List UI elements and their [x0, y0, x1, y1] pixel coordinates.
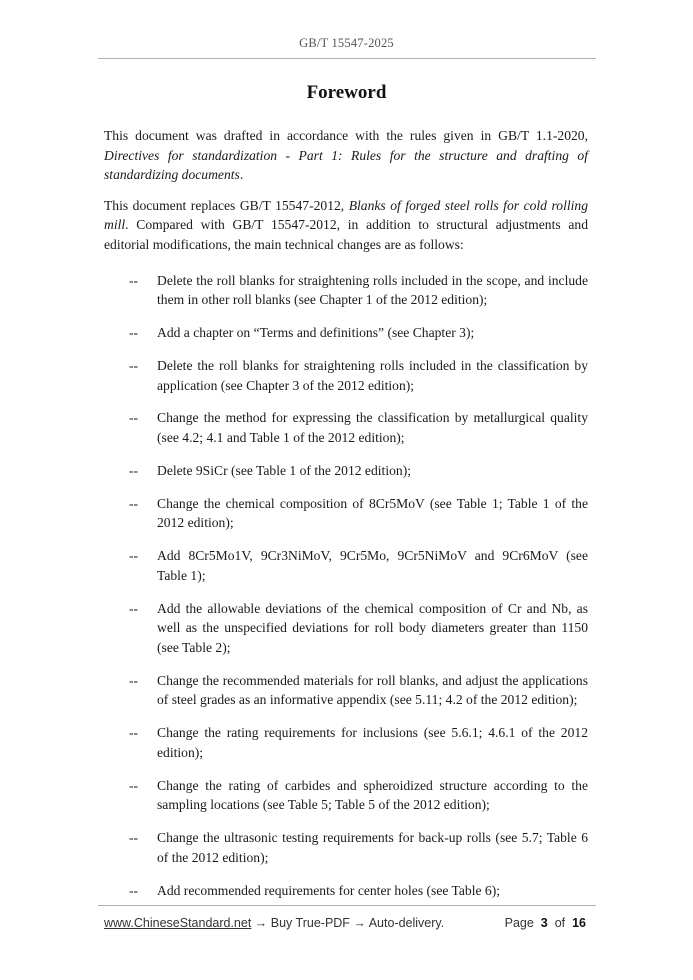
list-marker: --	[129, 462, 139, 478]
list-item	[104, 599, 588, 658]
page-indicator	[505, 916, 586, 930]
paragraph-text: .	[239, 167, 244, 183]
list-item-text: Add recommended requirements for center holes (see Table 6);	[157, 882, 501, 898]
total-pages: 16	[572, 916, 586, 930]
drafting-rules-paragraph	[104, 126, 588, 185]
list-item	[104, 776, 588, 815]
footer-promo	[104, 916, 444, 930]
list-item-text: Change the rating of carbides and spheroidized structure according to the sampling locations (see Table 5; Table 5 of the 2012 edition);	[157, 777, 588, 813]
list-marker: --	[129, 725, 139, 741]
technical-changes-list	[104, 271, 588, 901]
list-item	[104, 271, 588, 310]
list-item	[104, 546, 588, 585]
paragraph-text: . Compared with GB/T 15547-2012, in addition to structural adjustments and editorial modifications, the main technical changes are as follows:	[104, 217, 588, 252]
paragraph-text: This document was drafted in accordance with the rules given in GB/T 1.1-2020,	[104, 128, 588, 143]
footer-promo-text: → Buy True-PDF → Auto-delivery.	[251, 916, 445, 930]
document-body	[104, 126, 588, 914]
current-page-number: 3	[540, 916, 548, 930]
standard-code-header: GB/T 15547-2025	[299, 36, 394, 50]
list-marker: --	[129, 495, 139, 511]
list-marker: --	[129, 548, 139, 564]
list-item	[104, 494, 588, 533]
list-item-text: Change the method for expressing the classification by metallurgical quality (see 4.2; 4.1 and Table 1 of the 2012 edition);	[157, 410, 588, 446]
list-item-text: Delete 9SiCr (see Table 1 of the 2012 edition);	[157, 462, 411, 478]
list-marker: --	[129, 357, 139, 373]
list-marker: --	[129, 777, 139, 793]
list-item	[104, 828, 588, 867]
list-item-text: Change the ultrasonic testing requirements for back-up rolls (see 5.7; Table 6 of the 2012 edition);	[157, 830, 588, 865]
list-item	[104, 461, 588, 481]
list-item	[104, 881, 588, 901]
footer-divider	[98, 905, 596, 906]
list-marker: --	[129, 410, 139, 426]
replacement-paragraph	[104, 196, 588, 255]
list-marker: --	[129, 325, 139, 341]
replaced-document-title: Blanks of forged steel rolls for cold rolling mill	[104, 197, 588, 233]
list-item-text: Change the chemical composition of 8Cr5MoV (see Table 1; Table 1 of the 2012 edition);	[157, 495, 588, 531]
page-label: Page	[504, 916, 534, 930]
list-item-text: Delete the roll blanks for straightening rolls included in the scope, and include them in other roll blanks (see Chapter 1 of the 2012 edition);	[157, 272, 588, 308]
list-marker: --	[129, 882, 139, 898]
list-marker: --	[129, 272, 139, 288]
list-item	[104, 323, 588, 343]
list-marker: --	[129, 830, 139, 846]
referenced-document-title: Directives for standardization - Part 1: Rules for the structure and drafting of standardizing documents	[104, 147, 588, 183]
list-item-text: Change the recommended materials for roll blanks, and adjust the applications of steel grades as an informative appendix (see 5.11; 4.2 of the 2012 edition);	[157, 672, 588, 708]
list-item-text: Add the allowable deviations of the chemical composition of Cr and Nb, as well as the unspecified deviations for roll body diameters greater than 1150 (see Table 2);	[157, 600, 588, 655]
of-label: of	[554, 916, 566, 930]
website-link[interactable]: www.ChineseStandard.net	[104, 916, 252, 930]
list-marker: --	[129, 600, 139, 616]
list-item	[104, 408, 588, 447]
header-divider	[98, 58, 596, 59]
list-item-text: Add 8Cr5Mo1V, 9Cr3NiMoV, 9Cr5Mo, 9Cr5NiMoV and 9Cr6MoV (see Table 1);	[157, 548, 588, 583]
list-marker: --	[129, 672, 139, 688]
list-item	[104, 671, 588, 710]
list-item-text: Change the rating requirements for inclusions (see 5.6.1; 4.6.1 of the 2012 edition);	[157, 725, 588, 760]
list-item-text: Delete the roll blanks for straightening rolls included in the classification by application (see Chapter 3 of the 2012 edition);	[157, 357, 588, 393]
list-item	[104, 356, 588, 395]
list-item	[104, 723, 588, 762]
page-title: Foreword	[306, 82, 387, 103]
list-item-text: Add a chapter on “Terms and definitions” (see Chapter 3);	[157, 325, 475, 341]
paragraph-text: This document replaces GB/T 15547-2012,	[104, 197, 349, 213]
